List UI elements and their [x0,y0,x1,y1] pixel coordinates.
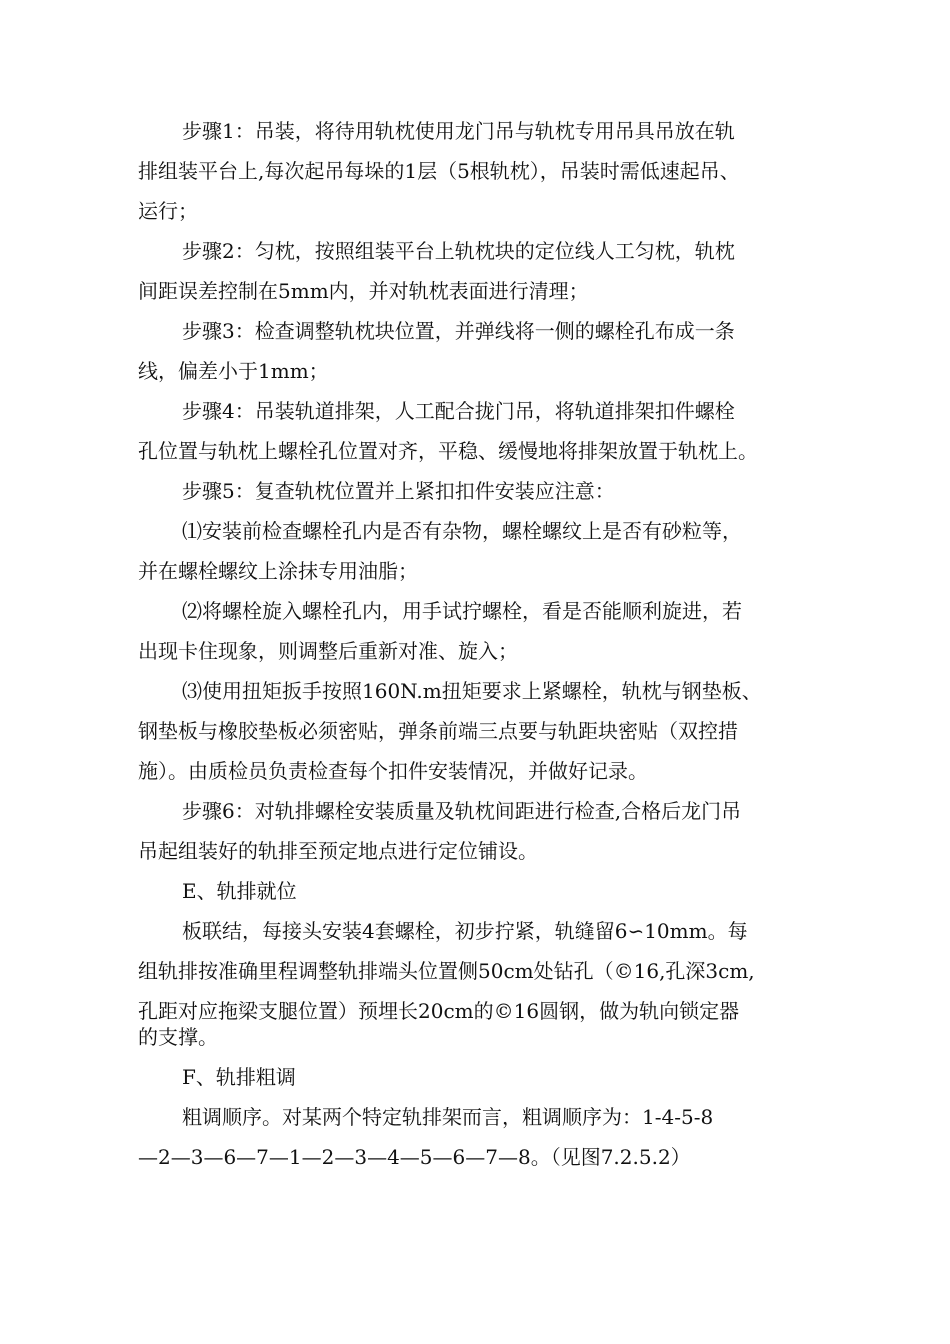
paragraph-step4-line2: 孔位置与轨枕上螺栓孔位置对齐，平稳、缓慢地将排架放置于轨枕上。 [138,439,758,463]
paragraph-step1-line3: 运行； [138,199,198,223]
list-item-3-line3: 施）。由质检员负责检查每个扣件安装情况，并做好记录。 [138,759,648,783]
section-heading-f: F、轨排粗调 [182,1065,296,1089]
paragraph-step1-line2: 排组装平台上,每次起吊每垛的1层（5根轨枕），吊装时需低速起吊、 [138,159,740,183]
paragraph-step4-line1: 步骤4：吊装轨道排架，人工配合拢门吊，将轨道排架扣件螺栓 [182,399,735,423]
list-item-3-line1: ⑶使用扭矩扳手按照160N.m扭矩要求上紧螺栓，轨枕与钢垫板、 [182,679,762,703]
paragraph-step3-line2: 线，偏差小于1mm； [138,359,329,383]
section-heading-e: E、轨排就位 [182,879,297,903]
list-item-2-line1: ⑵将螺栓旋入螺栓孔内，用手试拧螺栓，看是否能顺利旋进，若 [182,599,742,623]
list-item-1-line1: ⑴安装前检查螺栓孔内是否有杂物，螺栓螺纹上是否有砂粒等， [182,519,742,543]
paragraph-step6-line2: 吊起组装好的轨排至预定地点进行定位铺设。 [138,839,538,863]
paragraph-step5-line1: 步骤5：复查轨枕位置并上紧扣扣件安装应注意： [182,479,615,503]
paragraph-f-line2: —2—3—6—7—1—2—3—4—5—6—7—8。（见图7.2.5.2） [138,1145,691,1169]
paragraph-step1-line1: 步骤1：吊装，将待用轨枕使用龙门吊与轨枕专用吊具吊放在轨 [182,119,735,143]
paragraph-step6-line1: 步骤6：对轨排螺栓安装质量及轨枕间距进行检查,合格后龙门吊 [182,799,742,823]
paragraph-step2-line2: 间距误差控制在5mm内，并对轨枕表面进行清理； [138,279,589,303]
list-item-3-line2: 钢垫板与橡胶垫板必须密贴，弹条前端三点要与轨距块密贴（双控措 [138,719,738,743]
paragraph-e-line2: 组轨排按准确里程调整轨排端头位置侧50cm处钻孔（©16,孔深3cm, [138,959,755,983]
paragraph-step2-line1: 步骤2：匀枕，按照组装平台上轨枕块的定位线人工匀枕，轨枕 [182,239,735,263]
paragraph-step3-line1: 步骤3：检查调整轨枕块位置，并弹线将一侧的螺栓孔布成一条 [182,319,735,343]
list-item-2-line2: 出现卡住现象，则调整后重新对准、旋入； [138,639,518,663]
paragraph-e-line3: 孔距对应拖梁支腿位置）预埋长20cm的©16圆钢，做为轨向锁定器 [138,999,740,1023]
paragraph-e-line1: 板联结，每接头安装4套螺栓，初步拧紧，轨缝留6∽10mm。每 [182,919,748,943]
paragraph-e-line4: 的支撑。 [138,1025,218,1049]
list-item-1-line2: 并在螺栓螺纹上涂抹专用油脂； [138,559,418,583]
paragraph-f-line1: 粗调顺序。对某两个特定轨排架而言，粗调顺序为：1-4-5-8 [182,1105,714,1129]
